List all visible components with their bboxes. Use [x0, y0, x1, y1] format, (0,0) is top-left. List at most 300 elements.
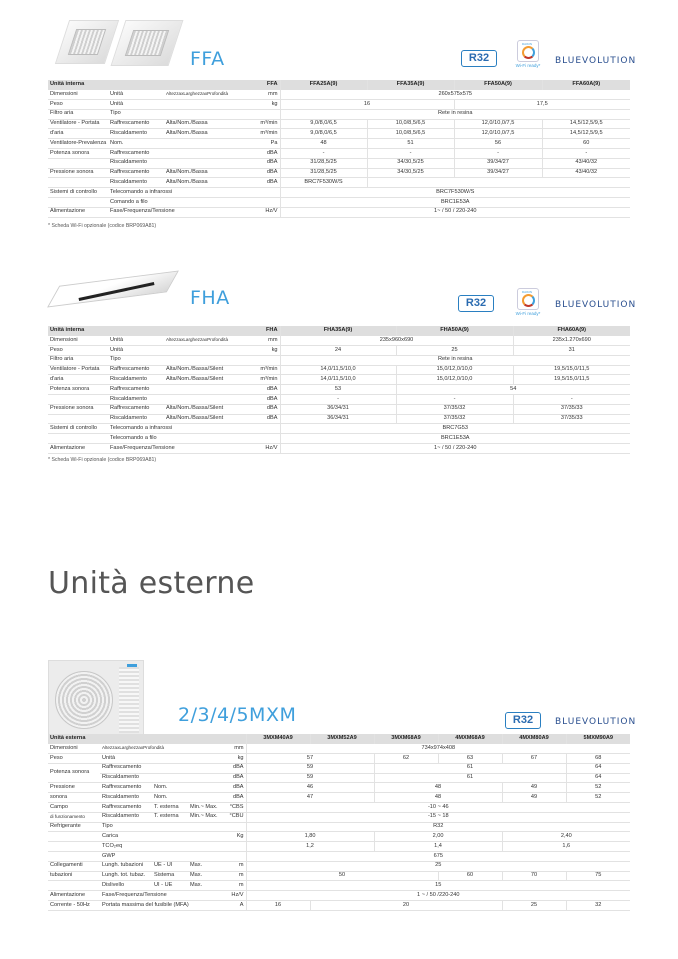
row-value: 63	[438, 754, 502, 764]
row-value: -	[513, 395, 630, 405]
row-value: 60	[438, 871, 502, 881]
header-cell: FFA35A(9)	[367, 80, 454, 90]
table-row	[48, 414, 630, 424]
row-value: 53	[280, 385, 396, 395]
row-unit: Hz/V	[242, 444, 280, 454]
table-row	[48, 891, 630, 901]
row-value: 9,0/8,0/6,5	[280, 119, 367, 129]
row-value: R32	[246, 822, 630, 832]
row-sublabel: Raffrescamento	[108, 404, 164, 414]
fha-header-row	[48, 326, 630, 336]
row-sublabel: Raffrescamento	[108, 119, 164, 129]
header-cell: 5MXM90A9	[566, 734, 630, 744]
ffa-title: FFA	[190, 48, 225, 70]
row-sublabel: Raffrescamento	[108, 168, 164, 178]
row-sublabel: Riscaldamento	[100, 773, 224, 783]
row-unit: °CBU	[224, 812, 246, 822]
row-label: Potenza sonora	[48, 763, 100, 783]
row-value: 49	[502, 783, 566, 793]
header-cell: 3MXM52A9	[310, 734, 374, 744]
row-value: BRC7G53	[280, 424, 630, 434]
row-sublabel: Unità	[100, 754, 224, 764]
row-sublabel: Fase/Frequenza/Tensione	[108, 207, 234, 217]
row-value: 17,5	[454, 100, 630, 110]
row-sublabel: Unità	[108, 90, 164, 100]
row-label: Filtro aria	[48, 355, 108, 365]
row-sublabel: Riscaldamento	[108, 178, 164, 188]
table-row	[48, 346, 630, 356]
table-row	[48, 822, 630, 832]
row-value: 20	[310, 901, 502, 911]
row-unit: m³/min	[234, 119, 280, 129]
row-label: Pressione	[48, 783, 100, 793]
row-value: 16	[246, 901, 310, 911]
ffa-footnote: * Scheda Wi-Fi opzionale (codice BRP069A81)	[48, 223, 157, 229]
ffa-r32-badge: R32	[461, 50, 497, 67]
row-unit: mm	[242, 336, 280, 346]
row-value: 25	[246, 861, 630, 871]
row-unit: Pa	[234, 139, 280, 149]
row-value: Rete in resina	[280, 355, 630, 365]
row-sublabel: Alta/Nom./Bassa	[164, 168, 234, 178]
row-sublabel: Riscaldamento	[108, 375, 164, 385]
row-value: BRC1E53A	[280, 434, 630, 444]
row-sublabel: Nom.	[152, 783, 224, 793]
row-value: 25	[396, 346, 513, 356]
row-value: 32	[566, 901, 630, 911]
row-sublabel: UI - UE	[152, 881, 188, 891]
row-label: Ventilatore - Portata	[48, 365, 108, 375]
table-row	[48, 129, 630, 139]
row-value: -15 ~ 18	[246, 812, 630, 822]
row-sublabel: Alta/Nom./Bassa/Silent	[164, 404, 242, 414]
row-sublabel: Max.	[188, 861, 224, 871]
header-cell: FFA	[234, 80, 280, 90]
row-unit: Kg	[224, 832, 246, 842]
row-label: Collegamenti	[48, 861, 100, 871]
row-unit: dBA	[234, 168, 280, 178]
table-row	[48, 336, 630, 346]
row-value: 49	[502, 793, 566, 803]
row-sublabel: Fase/Frequenza/Tensione	[100, 891, 224, 901]
row-sublabel: Alta/Nom./Bassa/Silent	[164, 414, 242, 424]
row-label: sonora	[48, 793, 100, 803]
row-sublabel: Riscaldamento	[108, 395, 242, 405]
row-value: 50	[246, 871, 438, 881]
row-unit: kg	[234, 100, 280, 110]
row-unit: kg	[224, 754, 246, 764]
table-row	[48, 783, 630, 793]
row-sublabel: Unità	[108, 336, 164, 346]
row-value: 2,00	[374, 832, 502, 842]
row-label: Alimentazione	[48, 207, 108, 217]
table-row	[48, 119, 630, 129]
row-sublabel: Carica	[100, 832, 224, 842]
table-row	[48, 763, 630, 773]
row-value: Rete in resina	[280, 109, 630, 119]
row-label: Peso	[48, 100, 108, 110]
row-unit: dBA	[224, 793, 246, 803]
row-label: Potenza sonora	[48, 149, 108, 159]
row-value: 1~ / 50 / 220-240	[280, 444, 630, 454]
row-label: d'aria	[48, 375, 108, 385]
row-value: 10,0/8,5/6,5	[367, 129, 454, 139]
mxm-bluevolution-logo: BLUEVOLUTION	[555, 717, 637, 727]
header-cell: FFA50A(9)	[454, 80, 542, 90]
row-sublabel: Telecomando a infrarossi	[108, 188, 280, 198]
row-unit: Hz/V	[224, 891, 246, 901]
row-sublabel: AltezzaxLarghezzaxProfondità	[164, 90, 234, 100]
row-unit: dBA	[242, 385, 280, 395]
row-unit: m	[224, 871, 246, 881]
row-sublabel: Portata massima del fusibile (MFA)	[100, 901, 224, 911]
row-value: BRC7F530W/S	[280, 188, 630, 198]
row-label: Sistemi di controllo	[48, 188, 108, 198]
row-sublabel: Riscaldamento	[100, 793, 152, 803]
row-value: 12,0/10,0/7,5	[454, 119, 542, 129]
row-label: Peso	[48, 754, 100, 764]
row-value: 34/30,5/25	[367, 158, 454, 168]
header-cell: FHA50A(9)	[396, 326, 513, 336]
row-sublabel: Raffrescamento	[108, 365, 164, 375]
row-value: 64	[566, 773, 630, 783]
table-row	[48, 434, 630, 444]
fha-bluevolution-logo: BLUEVOLUTION	[555, 300, 637, 310]
row-value: 36/34/31	[280, 414, 396, 424]
table-row	[48, 178, 630, 188]
row-label: Peso	[48, 346, 108, 356]
row-sublabel: Nom.	[108, 139, 234, 149]
row-label: Pressione sonora	[48, 404, 108, 414]
header-cell: FFA60A(9)	[542, 80, 630, 90]
row-unit: kg	[242, 346, 280, 356]
row-sublabel: Alta/Nom./Bassa	[164, 178, 234, 188]
row-sublabel: Dislivello	[100, 881, 152, 891]
row-sublabel: AltezzaxLarghezzaxProfondità	[100, 744, 224, 754]
row-label: Ventilatore - Portata	[48, 119, 108, 129]
row-value: -	[367, 149, 454, 159]
table-row	[48, 773, 630, 783]
fha-unit-image	[58, 278, 168, 300]
row-value: 9,0/8,0/6,5	[280, 129, 367, 139]
row-label: d'aria	[48, 129, 108, 139]
row-value: 19,5/15,0/11,5	[513, 365, 630, 375]
row-sublabel: Riscaldamento	[100, 812, 152, 822]
row-value: 1,6	[502, 842, 630, 852]
table-row	[48, 149, 630, 159]
row-unit: m³/min	[242, 375, 280, 385]
row-sublabel: Raffrescamento	[108, 149, 234, 159]
fha-r32-badge: R32	[458, 295, 494, 312]
row-unit: dBA	[242, 404, 280, 414]
row-unit: dBA	[242, 414, 280, 424]
row-sublabel: Alta/Nom./Bassa	[164, 119, 234, 129]
row-value: -	[542, 149, 630, 159]
row-value: 59	[246, 763, 374, 773]
row-sublabel: Telecomando a infrarossi	[108, 424, 280, 434]
row-value: 48	[280, 139, 367, 149]
row-value: 61	[374, 763, 566, 773]
table-row	[48, 803, 630, 813]
row-sublabel: TCO₂eq	[100, 842, 246, 852]
row-value: 51	[367, 139, 454, 149]
row-sublabel: Raffrescamento	[100, 783, 152, 793]
row-label: Alimentazione	[48, 444, 108, 454]
table-row	[48, 90, 630, 100]
row-unit: dBA	[224, 773, 246, 783]
row-value: 14,0/11,5/10,0	[280, 375, 396, 385]
row-label: Pressione sonora	[48, 168, 108, 178]
row-value: 15,0/12,0/10,0	[396, 375, 513, 385]
row-value: 1,4	[374, 842, 502, 852]
row-value: 25	[502, 901, 566, 911]
row-sublabel: UE - UI	[152, 861, 188, 871]
table-row	[48, 444, 630, 454]
table-row	[48, 207, 630, 217]
table-row	[48, 168, 630, 178]
header-cell: Unità interna	[48, 326, 242, 336]
table-row	[48, 109, 630, 119]
header-cell: 3MXM68A9	[374, 734, 438, 744]
header-cell: 4MXM80A9	[502, 734, 566, 744]
row-value: BRC7F530W/S	[280, 178, 367, 188]
row-sublabel: Unità	[108, 100, 234, 110]
row-value: -	[454, 149, 542, 159]
mxm-r32-badge: R32	[505, 712, 541, 729]
row-value: 10,0/8,5/6,5	[367, 119, 454, 129]
row-unit: m³/min	[234, 129, 280, 139]
wifi-ready-caption: Wi-Fi ready*	[515, 63, 541, 68]
row-label: di funzionamento	[48, 812, 100, 822]
row-value: 14,5/12,5/9,5	[542, 129, 630, 139]
table-row	[48, 881, 630, 891]
ffa-wifi-ready-logo	[514, 40, 542, 72]
row-value: 47	[246, 793, 374, 803]
row-sublabel: Comando a filo	[108, 198, 280, 208]
table-row	[48, 188, 630, 198]
table-row	[48, 842, 630, 852]
row-value: 31/28,5/25	[280, 158, 367, 168]
row-value: 734x974x408	[246, 744, 630, 754]
row-value: 36/34/31	[280, 404, 396, 414]
section-title: Unità esterne	[48, 566, 255, 601]
row-sublabel: Tipo	[100, 822, 246, 832]
table-row	[48, 744, 630, 754]
table-row	[48, 139, 630, 149]
row-value: 14,0/11,5/10,0	[280, 365, 396, 375]
header-cell: Unità interna	[48, 80, 234, 90]
row-sublabel: Tipo	[108, 109, 280, 119]
mxm-spec-table	[48, 734, 630, 911]
mxm-title: 2/3/4/5MXM	[178, 704, 297, 726]
row-value: -	[280, 149, 367, 159]
row-value: 56	[454, 139, 542, 149]
row-sublabel: Lungh. tot. tubaz.	[100, 871, 152, 881]
row-sublabel: AltezzaxLarghezzaxProfondità	[164, 336, 242, 346]
row-value: 68	[566, 754, 630, 764]
row-value: 37/35/33	[513, 404, 630, 414]
row-value: 70	[502, 871, 566, 881]
row-value: 59	[246, 773, 374, 783]
row-value: 1,80	[246, 832, 374, 842]
row-unit: m	[224, 861, 246, 871]
table-row	[48, 158, 630, 168]
row-unit: dBA	[224, 763, 246, 773]
table-row	[48, 395, 630, 405]
row-value: BRC1E53A	[280, 198, 630, 208]
row-value: 61	[374, 773, 566, 783]
row-value: 43/40/32	[542, 168, 630, 178]
row-sublabel: Sistema	[152, 871, 188, 881]
table-row	[48, 375, 630, 385]
row-sublabel: Lungh. tubazioni	[100, 861, 152, 871]
row-value: 14,5/12,5/9,5	[542, 119, 630, 129]
row-unit: A	[224, 901, 246, 911]
table-row	[48, 861, 630, 871]
fha-wifi-ready-logo	[514, 288, 542, 320]
row-value: 52	[566, 793, 630, 803]
wifi-ready-caption: Wi-Fi ready*	[515, 311, 541, 316]
header-cell: FFA25A(9)	[280, 80, 367, 90]
row-value: 48	[374, 783, 502, 793]
row-unit: dBA	[242, 395, 280, 405]
row-value: 675	[246, 852, 630, 862]
row-sublabel: Alta/Nom./Bassa/Silent	[164, 365, 242, 375]
header-cell: FHA60A(9)	[513, 326, 630, 336]
row-value: 62	[374, 754, 438, 764]
table-row	[48, 754, 630, 764]
wifi-ready-icon: DAIKIN	[517, 288, 539, 310]
outdoor-unit-image	[48, 660, 144, 738]
row-sublabel: Min.~ Max.	[188, 803, 224, 813]
row-label: Refrigerante	[48, 822, 100, 832]
row-value: 31	[513, 346, 630, 356]
row-value: 24	[280, 346, 396, 356]
row-sublabel: Alta/Nom./Bassa/Silent	[164, 375, 242, 385]
row-value: 64	[566, 763, 630, 773]
table-row	[48, 100, 630, 110]
ffa-spec-table	[48, 80, 630, 218]
row-sublabel: Tipo	[108, 355, 280, 365]
row-value: 75	[566, 871, 630, 881]
row-value: 37/35/32	[396, 404, 513, 414]
ffa-header-row	[48, 80, 630, 90]
row-sublabel: Riscaldamento	[108, 129, 164, 139]
row-value: 235x1.270x690	[513, 336, 630, 346]
header-cell: Unità esterna	[48, 734, 246, 744]
row-label: Sistemi di controllo	[48, 424, 108, 434]
row-unit: dBA	[234, 158, 280, 168]
table-row	[48, 355, 630, 365]
ffa-bluevolution-logo: BLUEVOLUTION	[555, 56, 637, 66]
ffa-unit-image-1	[55, 20, 119, 64]
fha-footnote: * Scheda Wi-Fi opzionale (codice BRP069A81)	[48, 457, 157, 463]
header-cell: FHA35A(9)	[280, 326, 396, 336]
row-value: 52	[566, 783, 630, 793]
row-value: 37/35/32	[396, 414, 513, 424]
ffa-unit-image-2	[111, 20, 184, 66]
row-unit: Hz/V	[234, 207, 280, 217]
row-value: 34/30,5/25	[367, 168, 454, 178]
row-value: -10 ~ 46	[246, 803, 630, 813]
row-sublabel: Min.~ Max.	[188, 812, 224, 822]
table-row	[48, 812, 630, 822]
row-value: 1 ~ / 50 /220-240	[246, 891, 630, 901]
row-label: Alimentazione	[48, 891, 100, 901]
mxm-header-row	[48, 734, 630, 744]
row-unit: m³/min	[242, 365, 280, 375]
row-sublabel: GWP	[100, 852, 246, 862]
row-sublabel: T. esterna	[152, 803, 188, 813]
row-sublabel: Riscaldamento	[108, 414, 164, 424]
row-value: -	[396, 395, 513, 405]
row-label: Corrente - 50Hz	[48, 901, 100, 911]
row-sublabel: Nom.	[152, 793, 224, 803]
row-sublabel: Unità	[108, 346, 242, 356]
row-sublabel: Telecomando a filo	[108, 434, 280, 444]
row-unit: mm	[234, 90, 280, 100]
row-value: 39/34/27	[454, 168, 542, 178]
row-label: Dimensioni	[48, 336, 108, 346]
table-row	[48, 901, 630, 911]
table-row	[48, 365, 630, 375]
row-value: 260x575x575	[280, 90, 630, 100]
wifi-ready-icon: DAIKIN	[517, 40, 539, 62]
row-label: tubazioni	[48, 871, 100, 881]
header-cell: 4MXM68A9	[438, 734, 502, 744]
row-value: 12,0/10,0/7,5	[454, 129, 542, 139]
row-value: 39/34/27	[454, 158, 542, 168]
row-label: Potenza sonora	[48, 385, 108, 395]
row-label: Dimensioni	[48, 90, 108, 100]
row-value: 235x960x690	[280, 336, 513, 346]
row-sublabel: Max.	[188, 881, 224, 891]
row-value: 2,40	[502, 832, 630, 842]
row-unit: m	[224, 881, 246, 891]
table-row	[48, 871, 630, 881]
row-label: Dimensioni	[48, 744, 100, 754]
table-row	[48, 793, 630, 803]
header-cell: 3MXM40A9	[246, 734, 310, 744]
row-value: 31/28,5/25	[280, 168, 367, 178]
row-unit: °CBS	[224, 803, 246, 813]
row-sublabel: Fase/Frequenza/Tensione	[108, 444, 242, 454]
header-cell: FHA	[242, 326, 280, 336]
row-label: Ventilatore-Prevalenza	[48, 139, 108, 149]
row-value: 67	[502, 754, 566, 764]
row-value: 16	[280, 100, 454, 110]
row-unit: dBA	[224, 783, 246, 793]
row-sublabel: Riscaldamento	[108, 158, 234, 168]
row-label: Filtro aria	[48, 109, 108, 119]
row-value: 43/40/32	[542, 158, 630, 168]
row-sublabel: T. esterna	[152, 812, 188, 822]
row-value: 54	[396, 385, 630, 395]
row-value: 15,0/12,0/10,0	[396, 365, 513, 375]
table-row	[48, 385, 630, 395]
row-sublabel: Raffrescamento	[100, 763, 224, 773]
row-value: 57	[246, 754, 374, 764]
row-value: 15	[246, 881, 630, 891]
row-sublabel: Raffrescamento	[100, 803, 152, 813]
row-label: Campo	[48, 803, 100, 813]
row-value: 37/35/33	[513, 414, 630, 424]
row-unit: mm	[224, 744, 246, 754]
row-value: 46	[246, 783, 374, 793]
row-value: 48	[374, 793, 502, 803]
row-value: 19,5/15,0/11,5	[513, 375, 630, 385]
fha-title: FHA	[190, 287, 230, 309]
